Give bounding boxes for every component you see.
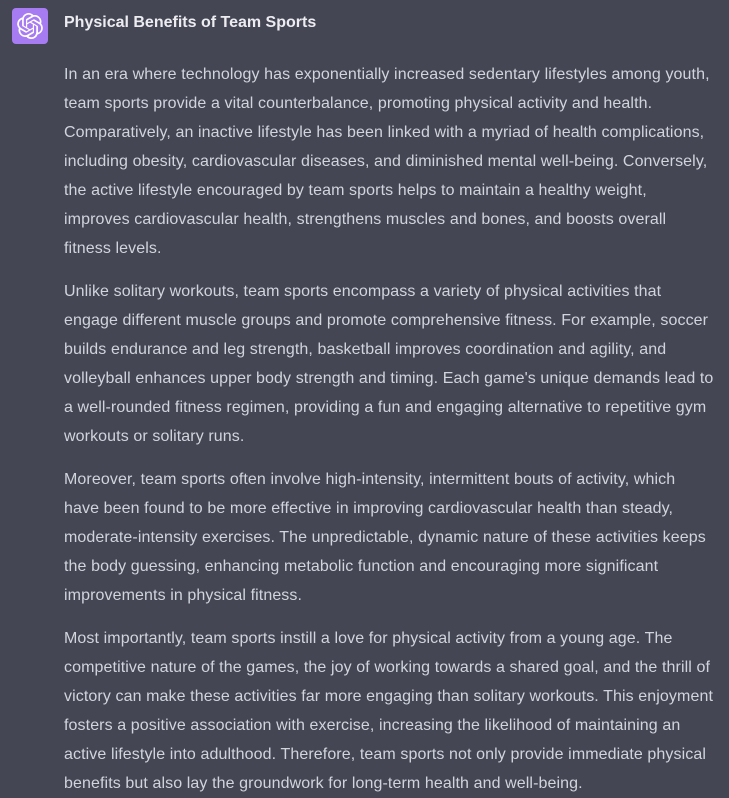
- message-title: Physical Benefits of Team Sports: [64, 14, 317, 31]
- message-paragraph: Unlike solitary workouts, team sports encompass a variety of physical activities that engage different muscle groups and promote comprehensive fitness. For example, soccer builds endurance and leg strength, basketball improves coordination and agility, and volleyball enhances upper body strength and timing. Each game's unique demands lead to a well-rounded fitness regimen, providing a fun and engaging alternative to repetitive gym workouts or solitary runs.: [64, 283, 714, 445]
- message-content: [64, 12, 714, 798]
- assistant-avatar: [12, 8, 48, 44]
- message-paragraph: Most importantly, team sports instill a love for physical activity from a young age. The competitive nature of the games, the joy of working towards a shared goal, and the thrill of victory can make these activities far more engaging than solitary workouts. This enjoyment fosters a positive association with exercise, increasing the likelihood of maintaining an active lifestyle into adulthood. Therefore, team sports not only provide immediate physical benefits but also lay the groundwork for long-term health and well-being.: [64, 630, 713, 792]
- message-paragraph: In an era where technology has exponentially increased sedentary lifestyles among youth, team sports provide a vital counterbalance, promoting physical activity and health. Comparatively, an inactive lifestyle has been linked with a myriad of health complications, including obesity, cardiovascular diseases, and diminished mental well-being. Conversely, the active lifestyle encouraged by team sports helps to maintain a healthy weight, improves cardiovascular health, strengthens muscles and bones, and boosts overall fitness levels.: [64, 66, 710, 257]
- openai-logo-icon: [17, 13, 43, 39]
- message-paragraph: Moreover, team sports often involve high-intensity, intermittent bouts of activity, which have been found to be more effective in improving cardiovascular health than steady, moderate-intensity exercises. The unpredictable, dynamic nature of these activities keeps the body guessing, enhancing metabolic function and encouraging more significant improvements in physical fitness.: [64, 471, 706, 604]
